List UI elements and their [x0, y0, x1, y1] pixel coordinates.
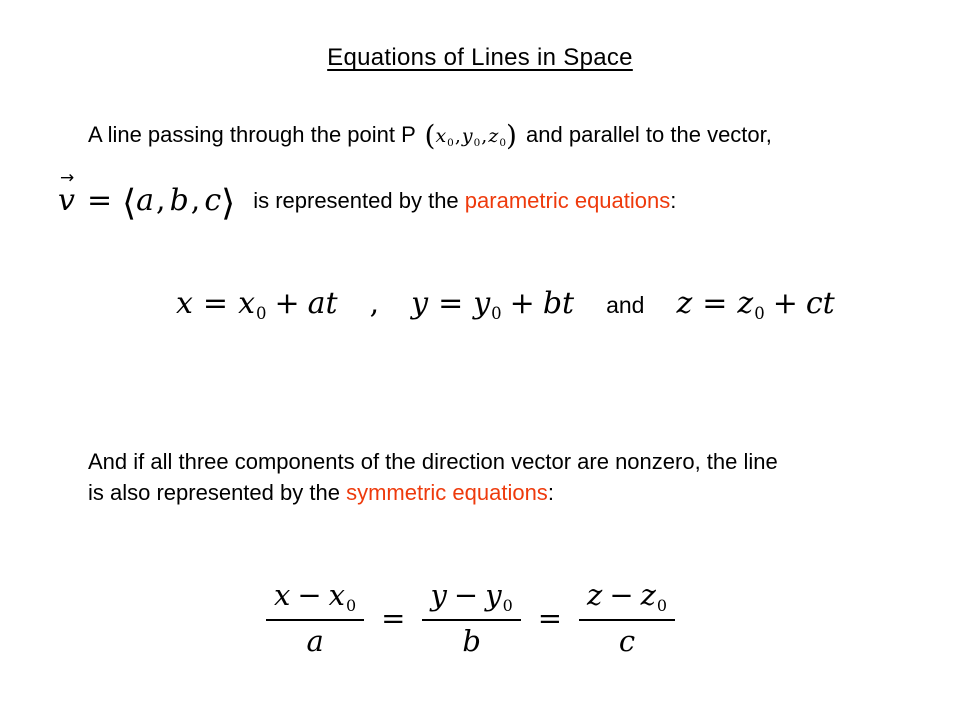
vector-arrow-icon: →: [60, 167, 75, 188]
numerator: [579, 578, 675, 621]
var: a: [306, 623, 324, 658]
denominator: [306, 621, 323, 658]
open-paren: (: [424, 119, 436, 152]
var: c: [618, 623, 636, 658]
term: at: [307, 286, 338, 321]
term: ct: [805, 286, 835, 321]
intro-paragraph: [88, 119, 928, 152]
vector-definition-row: [58, 167, 677, 226]
comma: ,: [190, 182, 201, 218]
vector-v: v: [58, 182, 75, 218]
close-paren: ): [505, 119, 517, 152]
subscript: 0: [491, 303, 502, 323]
comma: ,: [454, 125, 461, 147]
var: x: [238, 286, 255, 321]
vector-equation: [58, 167, 236, 224]
numerator: [422, 578, 520, 621]
plus-sign: +: [772, 286, 798, 321]
point-var-y: y: [461, 125, 473, 147]
var: y: [485, 578, 502, 612]
minus-sign: −: [297, 578, 322, 612]
equals-sign: =: [702, 286, 728, 321]
equals-sign: =: [438, 286, 464, 321]
vector-symbol: [58, 167, 75, 218]
point-var-x: x: [435, 125, 447, 147]
var: z: [737, 286, 754, 321]
var: y: [411, 286, 429, 321]
plus-sign: +: [274, 286, 300, 321]
caption-highlight: parametric equations: [464, 188, 671, 213]
point-sub-x: 0: [447, 136, 454, 149]
fraction-y: [422, 578, 520, 658]
comma-separator: ,: [369, 286, 380, 321]
point-var-z: z: [488, 125, 499, 147]
comma: ,: [156, 182, 166, 218]
caption-colon: :: [670, 188, 677, 213]
subscript: 0: [255, 303, 267, 323]
symmetric-intro-paragraph: [88, 446, 938, 508]
point-sub-z: 0: [499, 136, 506, 149]
comma: ,: [481, 125, 488, 147]
symmetric-equations-row: [266, 578, 675, 658]
var: z: [587, 578, 603, 612]
var: y: [430, 578, 447, 612]
parametric-equations-row: [176, 286, 835, 323]
symmetric-intro-line1: And if all three components of the direction vector are nonzero, the line: [88, 449, 778, 474]
var: b: [462, 623, 481, 658]
minus-sign: −: [609, 578, 634, 612]
var: x: [328, 578, 346, 612]
open-angle-bracket: ⟨: [122, 182, 137, 224]
var: x: [274, 578, 291, 612]
intro-text-after: and parallel to the vector,: [526, 122, 772, 147]
plus-sign: +: [509, 286, 535, 321]
point-sub-y: 0: [473, 136, 481, 149]
var: y: [473, 286, 491, 321]
equals-sign: =: [381, 600, 406, 635]
symmetric-intro-line2-plain: is also represented by the: [88, 480, 340, 505]
component-a: a: [136, 182, 155, 218]
minus-sign: −: [453, 578, 479, 612]
denominator: [462, 621, 481, 658]
equals-sign: =: [202, 286, 229, 321]
equation-y: [411, 286, 574, 323]
subscript: 0: [656, 595, 668, 615]
component-b: b: [169, 182, 189, 218]
subscript: 0: [502, 595, 513, 615]
symmetric-intro-colon: :: [547, 480, 554, 505]
point-coordinates: [424, 119, 517, 152]
term: bt: [542, 286, 575, 321]
and-word: and: [606, 292, 645, 318]
subscript: 0: [754, 303, 765, 323]
fraction-x: [266, 578, 364, 658]
denominator: [619, 621, 635, 658]
equals-sign: =: [537, 600, 563, 635]
intro-text-before: A line passing through the point P: [88, 122, 416, 147]
close-angle-bracket: ⟩: [221, 182, 236, 224]
var: z: [676, 286, 693, 321]
equals-sign: =: [86, 182, 113, 218]
var: x: [176, 286, 193, 321]
title-row: [0, 44, 960, 72]
var: z: [640, 578, 656, 612]
vector-caption: [253, 186, 676, 214]
numerator: [266, 578, 364, 621]
equation-z: [676, 286, 834, 323]
page-title: Equations of Lines in Space: [327, 44, 633, 71]
caption-plain: is represented by the: [253, 188, 459, 213]
component-c: c: [204, 182, 222, 218]
symmetric-intro-highlight: symmetric equations: [346, 480, 548, 505]
subscript: 0: [346, 595, 357, 615]
fraction-z: [579, 578, 675, 658]
equation-x: [176, 286, 338, 323]
